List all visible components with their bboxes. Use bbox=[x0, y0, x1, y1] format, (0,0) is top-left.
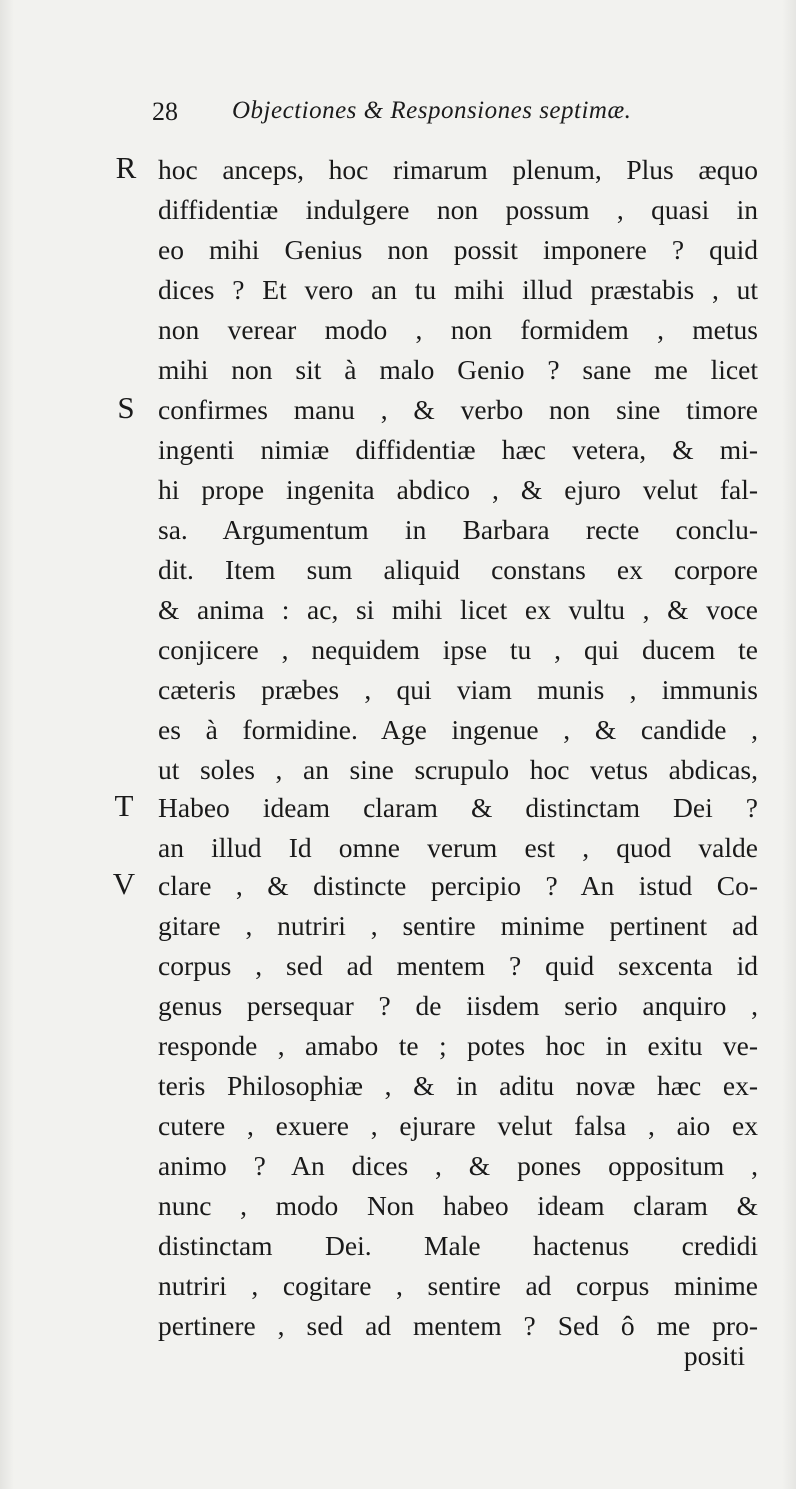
text-line: dices ? Et vero an tu mihi illud præstabis , ut bbox=[158, 274, 758, 305]
catchword: positi bbox=[683, 1340, 745, 1371]
text-line: sa. Argumentum in Barbara recte conclu- bbox=[158, 514, 758, 545]
text-line: ut soles , an sine scrupulo hoc vetus abdicas, bbox=[158, 754, 758, 785]
text-line: distinctam Dei. Male hactenus credidi bbox=[158, 1230, 758, 1261]
running-title: Objectiones & Responsiones septimæ. bbox=[232, 97, 632, 124]
text-line: animo ? An dices , & pones oppositum , bbox=[158, 1150, 758, 1181]
text-line: diffidentiæ indulgere non possum , quasi in bbox=[158, 194, 758, 225]
text-line: confirmes manu , & verbo non sine timore bbox=[158, 394, 758, 425]
text-line: responde , amabo te ; potes hoc in exitu ve- bbox=[158, 1030, 758, 1061]
text-line: nunc , modo Non habeo ideam claram & bbox=[158, 1190, 758, 1221]
text-line: cutere , exuere , ejurare velut falsa , aio ex bbox=[158, 1110, 758, 1141]
text-line: pertinere , sed ad mentem ? Sed ô me pro- bbox=[158, 1310, 758, 1341]
page-edge-left bbox=[0, 0, 14, 1489]
margin-letter-s: S bbox=[117, 390, 135, 425]
text-line: ingenti nimiæ diffidentiæ hæc vetera, & mi- bbox=[158, 434, 758, 465]
margin-letter-v: V bbox=[112, 866, 136, 901]
text-line: eo mihi Genius non possit imponere ? quid bbox=[158, 234, 758, 265]
text-line: es à formidine. Age ingenue , & candide , bbox=[158, 714, 758, 745]
text-line: clare , & distincte percipio ? An istud Co- bbox=[158, 870, 758, 901]
text-line: teris Philosophiæ , & in aditu novæ hæc ex- bbox=[158, 1070, 758, 1101]
text-line: hi prope ingenita abdico , & ejuro velut fal- bbox=[158, 474, 758, 505]
text-line: dit. Item sum aliquid constans ex corpore bbox=[158, 554, 758, 585]
page-header bbox=[152, 97, 752, 137]
margin-letter-t: T bbox=[114, 788, 134, 823]
page-edge-right bbox=[782, 0, 796, 1489]
text-line: & anima : ac, si mihi licet ex vultu , & voce bbox=[158, 594, 758, 625]
text-line: corpus , sed ad mentem ? quid sexcenta id bbox=[158, 950, 758, 981]
text-line: gitare , nutriri , sentire minime pertinent ad bbox=[158, 910, 758, 941]
text-line: genus persequar ? de iisdem serio anquiro , bbox=[158, 990, 758, 1021]
text-line: non verear modo , non formidem , metus bbox=[158, 314, 758, 345]
text-line: cæteris præbes , qui viam munis , immunis bbox=[158, 674, 758, 705]
text-line: hoc anceps, hoc rimarum plenum, Plus æquo bbox=[158, 154, 758, 185]
text-line: mihi non sit à malo Genio ? sane me licet bbox=[158, 354, 758, 385]
text-line: conjicere , nequidem ipse tu , qui ducem te bbox=[158, 634, 758, 665]
text-line: nutriri , cogitare , sentire ad corpus minime bbox=[158, 1270, 758, 1301]
text-line: Habeo ideam claram & distinctam Dei ? bbox=[158, 792, 758, 823]
page-number: 28 bbox=[152, 97, 178, 126]
text-line: an illud Id omne verum est , quod valde bbox=[158, 832, 758, 863]
margin-letter-r: R bbox=[115, 150, 137, 185]
